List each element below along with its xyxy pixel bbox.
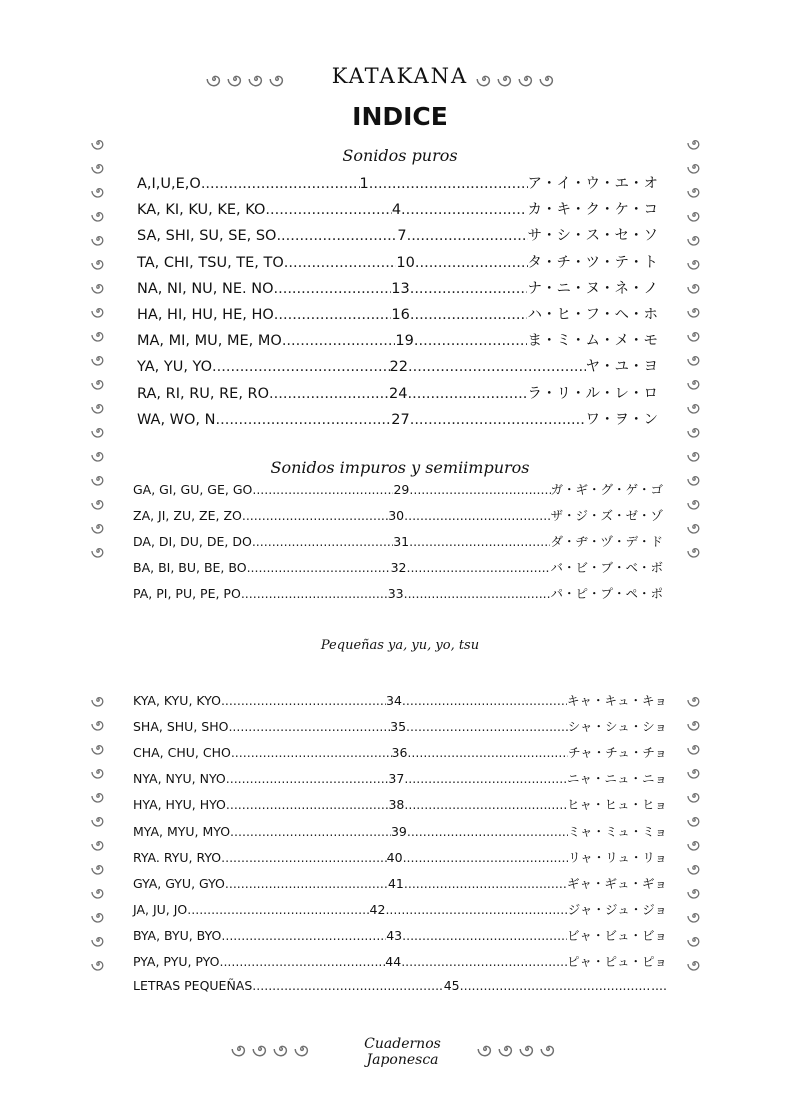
spiral-icon	[90, 956, 106, 972]
index-row	[137, 355, 658, 376]
row-page-number: 39	[390, 823, 407, 839]
row-kana: サ・シ・ス・セ・ソ	[527, 228, 658, 245]
row-page-number: 4	[391, 202, 402, 219]
index-row	[133, 926, 667, 944]
leader-dots	[410, 412, 586, 428]
row-kana: ダ・ヂ・ヅ・デ・ド	[550, 534, 663, 549]
spiral-icon	[90, 255, 106, 271]
row-syllables: JA, JU, JO	[133, 901, 188, 917]
row-syllables: WA, WO, N	[137, 411, 216, 428]
row-page-number: 33	[387, 586, 404, 601]
row-page-number: 32	[390, 560, 407, 575]
leader-dots	[221, 850, 387, 865]
leader-dots	[402, 693, 567, 708]
index-row	[133, 743, 667, 761]
spiral-icon	[686, 932, 702, 948]
katakana-title: KATAKANA	[331, 64, 469, 88]
leader-dots	[226, 771, 389, 786]
row-kana: ヤ・ユ・ヨ	[585, 359, 658, 376]
spiral-icon	[686, 303, 702, 319]
leader-dots	[274, 307, 392, 323]
row-syllables: SHA, SHU, SHO	[133, 719, 229, 735]
row-page-number: 40	[386, 849, 403, 865]
row-page-number: 34	[386, 693, 402, 708]
footer-ornament-left	[230, 1040, 311, 1058]
row-syllables: SA, SHI, SU, SE, SO	[137, 228, 277, 245]
row-page-number: 22	[389, 359, 408, 376]
row-syllables: GA, GI, GU, GE, GO	[133, 482, 253, 497]
spiral-icon	[90, 231, 106, 247]
spiral-icon	[90, 519, 106, 535]
row-kana: ピャ・ピュ・ピョ	[566, 954, 667, 969]
row-page-number: 42	[369, 901, 386, 917]
leader-dots	[212, 359, 390, 375]
spiral-icon	[90, 788, 106, 804]
spiral-icon	[230, 1040, 248, 1058]
leader-dots	[409, 482, 550, 497]
row-page-number: 16	[391, 307, 410, 323]
index-row	[133, 584, 663, 602]
row-page-number: 1	[359, 176, 369, 192]
spiral-icon	[497, 1040, 515, 1058]
spiral-icon	[686, 255, 702, 271]
spiral-icon	[686, 519, 702, 535]
leader-dots	[404, 771, 567, 786]
row-syllables: BA, BI, BU, BE, BO	[133, 560, 247, 575]
leader-dots	[407, 228, 528, 244]
spiral-icon	[90, 764, 106, 780]
spiral-icon	[686, 279, 702, 295]
row-syllables: DA, DI, DU, DE, DO	[133, 534, 252, 549]
row-kana: ア・イ・ウ・エ・オ	[527, 176, 658, 192]
leader-dots	[231, 745, 392, 760]
spiral-icon	[686, 327, 702, 343]
index-row	[133, 532, 663, 550]
spiral-icon	[686, 183, 702, 199]
index-row	[137, 198, 658, 219]
index-row	[133, 558, 663, 576]
index-row	[133, 900, 667, 918]
row-syllables: HYA, HYU, HYO	[133, 797, 226, 813]
spiral-icon	[90, 543, 106, 559]
row-kana: ま・ミ・ム・メ・モ	[527, 333, 658, 350]
spiral-icon	[90, 860, 106, 876]
spiral-icon	[686, 740, 702, 756]
spiral-icon	[90, 423, 106, 439]
row-kana: リャ・リュ・リョ	[568, 849, 667, 865]
row-syllables: NYA, NYU, NYO	[133, 771, 226, 787]
row-syllables: RA, RI, RU, RE, RO	[137, 385, 270, 402]
leader-dots	[230, 824, 391, 839]
index-row	[133, 795, 667, 813]
spiral-icon	[90, 327, 106, 343]
row-syllables: PYA, PYU, PYO	[133, 954, 220, 969]
right-border-bottom	[686, 692, 702, 972]
row-kana: シャ・シュ・ショ	[567, 719, 667, 735]
footer-ornament-right	[476, 1040, 557, 1058]
index-row	[133, 691, 667, 709]
leader-dots	[282, 333, 396, 349]
leader-dots	[404, 508, 550, 523]
row-kana: ジャ・ジュ・ジョ	[567, 901, 667, 917]
leader-dots	[187, 902, 369, 917]
index-row	[133, 480, 663, 498]
leader-dots	[201, 176, 360, 192]
leader-dots	[406, 560, 550, 575]
index-row	[137, 277, 658, 298]
index-title: INDICE	[352, 102, 448, 131]
row-syllables: MA, MI, MU, ME, MO	[137, 333, 282, 350]
spiral-icon	[90, 812, 106, 828]
leader-dots	[410, 307, 528, 323]
spiral-icon	[686, 788, 702, 804]
section-title-impure: Sonidos impuros y semiimpuros	[270, 458, 530, 477]
leader-dots	[369, 176, 528, 192]
row-syllables: BYA, BYU, BYO	[133, 927, 222, 943]
row-syllables: MYA, MYU, MYO	[133, 823, 231, 839]
row-page-number: 27	[391, 411, 410, 428]
row-kana: パ・ピ・プ・ペ・ポ	[550, 586, 663, 601]
spiral-icon	[518, 1040, 536, 1058]
row-syllables: KYA, KYU, KYO	[133, 693, 221, 708]
row-kana: ナ・ニ・ヌ・ネ・ノ	[527, 280, 658, 297]
index-row	[133, 978, 667, 993]
spiral-icon	[90, 399, 106, 415]
left-border-top	[90, 135, 106, 559]
leader-dots	[385, 902, 567, 917]
leader-dots	[415, 255, 528, 271]
right-border-top	[686, 135, 702, 559]
spiral-icon	[90, 375, 106, 391]
spiral-icon	[496, 70, 514, 88]
index-row	[133, 717, 667, 735]
index-row	[133, 506, 663, 524]
spiral-icon	[90, 183, 106, 199]
row-kana: ヒャ・ヒュ・ヒョ	[566, 797, 667, 813]
spiral-icon	[686, 692, 702, 708]
leader-dots	[414, 333, 528, 349]
leader-dots	[219, 954, 385, 969]
spiral-icon	[90, 932, 106, 948]
leader-dots	[404, 586, 551, 601]
index-row	[137, 382, 658, 403]
leader-dots	[225, 876, 388, 891]
row-syllables: PA, PI, PU, PE, PO	[133, 586, 241, 601]
row-syllables: HA, HI, HU, HE, HO	[137, 307, 274, 323]
spiral-icon	[90, 740, 106, 756]
spiral-icon	[686, 956, 702, 972]
spiral-icon	[686, 351, 702, 367]
index-row	[137, 329, 658, 350]
left-border-bottom	[90, 692, 106, 972]
spiral-icon	[90, 279, 106, 295]
leader-dots	[252, 482, 393, 497]
row-kana: タ・チ・ツ・テ・ト	[527, 254, 658, 271]
spiral-icon	[686, 764, 702, 780]
index-row	[137, 408, 658, 429]
row-kana: ビャ・ビュ・ビョ	[566, 927, 667, 943]
spiral-icon	[90, 836, 106, 852]
row-page-number: 35	[390, 719, 407, 735]
leader-dots	[284, 255, 397, 271]
spiral-icon	[539, 1040, 557, 1058]
leader-dots	[221, 928, 386, 943]
row-syllables: A,I,U,E,O	[137, 176, 201, 192]
row-kana: ニャ・ニュ・ニョ	[566, 771, 667, 787]
row-syllables: CHA, CHU, CHO	[133, 745, 231, 761]
spiral-icon	[686, 543, 702, 559]
row-page-number: 38	[388, 797, 405, 813]
spiral-icon	[90, 716, 106, 732]
leader-dots	[252, 978, 443, 993]
spiral-icon	[251, 1040, 269, 1058]
section-title-pure: Sonidos puros	[342, 146, 458, 165]
spiral-icon	[686, 860, 702, 876]
spiral-icon	[90, 351, 106, 367]
spiral-icon	[686, 495, 702, 511]
row-kana: ザ・ジ・ズ・ゼ・ゾ	[550, 508, 663, 523]
leader-dots	[265, 202, 391, 218]
row-kana: ワ・ヲ・ン	[585, 411, 658, 428]
row-syllables: GYA, GYU, GYO	[133, 875, 225, 891]
row-page-number: 44	[385, 954, 402, 969]
index-row	[133, 874, 667, 892]
row-kana: ラ・リ・ル・レ・ロ	[527, 385, 658, 402]
row-page-number: 45	[443, 978, 460, 994]
row-kana: ガ・ギ・グ・ゲ・ゴ	[550, 482, 664, 497]
leader-dots	[409, 534, 550, 549]
leader-dots	[408, 359, 586, 375]
leader-dots	[274, 281, 392, 297]
leader-dots	[407, 745, 568, 760]
row-page-number: 37	[388, 771, 405, 787]
row-kana: バ・ビ・ブ・ベ・ボ	[550, 560, 663, 575]
row-page-number: 7	[397, 228, 407, 245]
row-syllables: KA, KI, KU, KE, KO	[137, 202, 266, 219]
row-kana: ....	[651, 978, 667, 994]
row-page-number: 30	[388, 508, 405, 523]
index-row	[133, 952, 667, 970]
row-syllables: ZA, JI, ZU, ZE, ZO	[133, 508, 242, 523]
leader-dots	[247, 560, 391, 575]
leader-dots	[269, 386, 389, 402]
leader-dots	[403, 850, 569, 865]
leader-dots	[402, 928, 567, 943]
index-row	[133, 769, 667, 787]
spiral-icon	[686, 399, 702, 415]
index-row	[137, 224, 658, 245]
row-syllables: TA, CHI, TSU, TE, TO	[137, 254, 284, 271]
spiral-icon	[476, 1040, 494, 1058]
spiral-icon	[475, 70, 493, 88]
index-row	[133, 848, 667, 866]
footer-text: Cuadernos Japonesca	[364, 1036, 441, 1068]
index-row	[133, 822, 667, 840]
spiral-icon	[686, 836, 702, 852]
leader-dots	[221, 693, 386, 708]
row-syllables: NA, NI, NU, NE. NO	[137, 280, 274, 297]
spiral-icon	[686, 207, 702, 223]
row-syllables: LETRAS PEQUEÑAS	[133, 978, 253, 994]
index-row	[137, 303, 658, 324]
spiral-icon	[517, 70, 535, 88]
row-syllables: RYA. RYU, RYO	[133, 849, 222, 865]
leader-dots	[401, 954, 567, 969]
index-row	[137, 172, 658, 193]
leader-dots	[242, 508, 388, 523]
spiral-icon	[686, 884, 702, 900]
spiral-icon	[272, 1040, 290, 1058]
row-page-number: 10	[396, 254, 415, 271]
row-page-number: 43	[386, 927, 403, 943]
spiral-icon	[90, 207, 106, 223]
leader-dots	[228, 719, 390, 734]
leader-dots	[252, 534, 393, 549]
row-page-number: 41	[387, 875, 404, 891]
spiral-icon	[90, 495, 106, 511]
spiral-icon	[538, 70, 556, 88]
spiral-icon	[686, 716, 702, 732]
leader-dots	[276, 228, 397, 244]
row-kana: ミャ・ミュ・ミョ	[567, 823, 667, 839]
spiral-icon	[90, 908, 106, 924]
row-syllables: YA, YU, YO	[137, 359, 213, 376]
leader-dots	[406, 719, 568, 734]
leader-dots	[241, 586, 388, 601]
row-kana: ハ・ヒ・フ・ヘ・ホ	[527, 307, 658, 323]
spiral-icon	[686, 231, 702, 247]
row-kana: カ・キ・ク・ケ・コ	[527, 202, 658, 219]
leader-dots	[404, 876, 567, 891]
leader-dots	[401, 202, 527, 218]
row-page-number: 13	[391, 280, 410, 297]
section-title-small: Pequeñas ya, yu, yo, tsu	[320, 638, 480, 653]
index-row	[137, 251, 658, 272]
spiral-icon	[90, 303, 106, 319]
spiral-icon	[686, 375, 702, 391]
spiral-icon	[293, 1040, 311, 1058]
row-page-number: 31	[393, 534, 410, 549]
row-page-number: 29	[393, 482, 410, 497]
row-page-number: 19	[395, 333, 414, 350]
leader-dots	[408, 386, 528, 402]
row-kana: チャ・チュ・チョ	[568, 745, 667, 761]
leader-dots	[226, 797, 389, 812]
row-kana: ギャ・ギュ・ギョ	[566, 875, 667, 891]
row-page-number: 36	[391, 745, 408, 761]
spiral-icon	[90, 692, 106, 708]
leader-dots	[216, 412, 392, 428]
spiral-icon	[686, 908, 702, 924]
row-page-number: 24	[389, 385, 408, 402]
row-kana: キャ・キュ・キョ	[566, 693, 667, 708]
spiral-icon	[90, 884, 106, 900]
leader-dots	[410, 281, 528, 297]
leader-dots	[460, 978, 651, 993]
leader-dots	[407, 824, 568, 839]
spiral-icon	[686, 423, 702, 439]
spiral-icon	[686, 812, 702, 828]
leader-dots	[404, 797, 567, 812]
header-ornament-right	[475, 70, 556, 88]
